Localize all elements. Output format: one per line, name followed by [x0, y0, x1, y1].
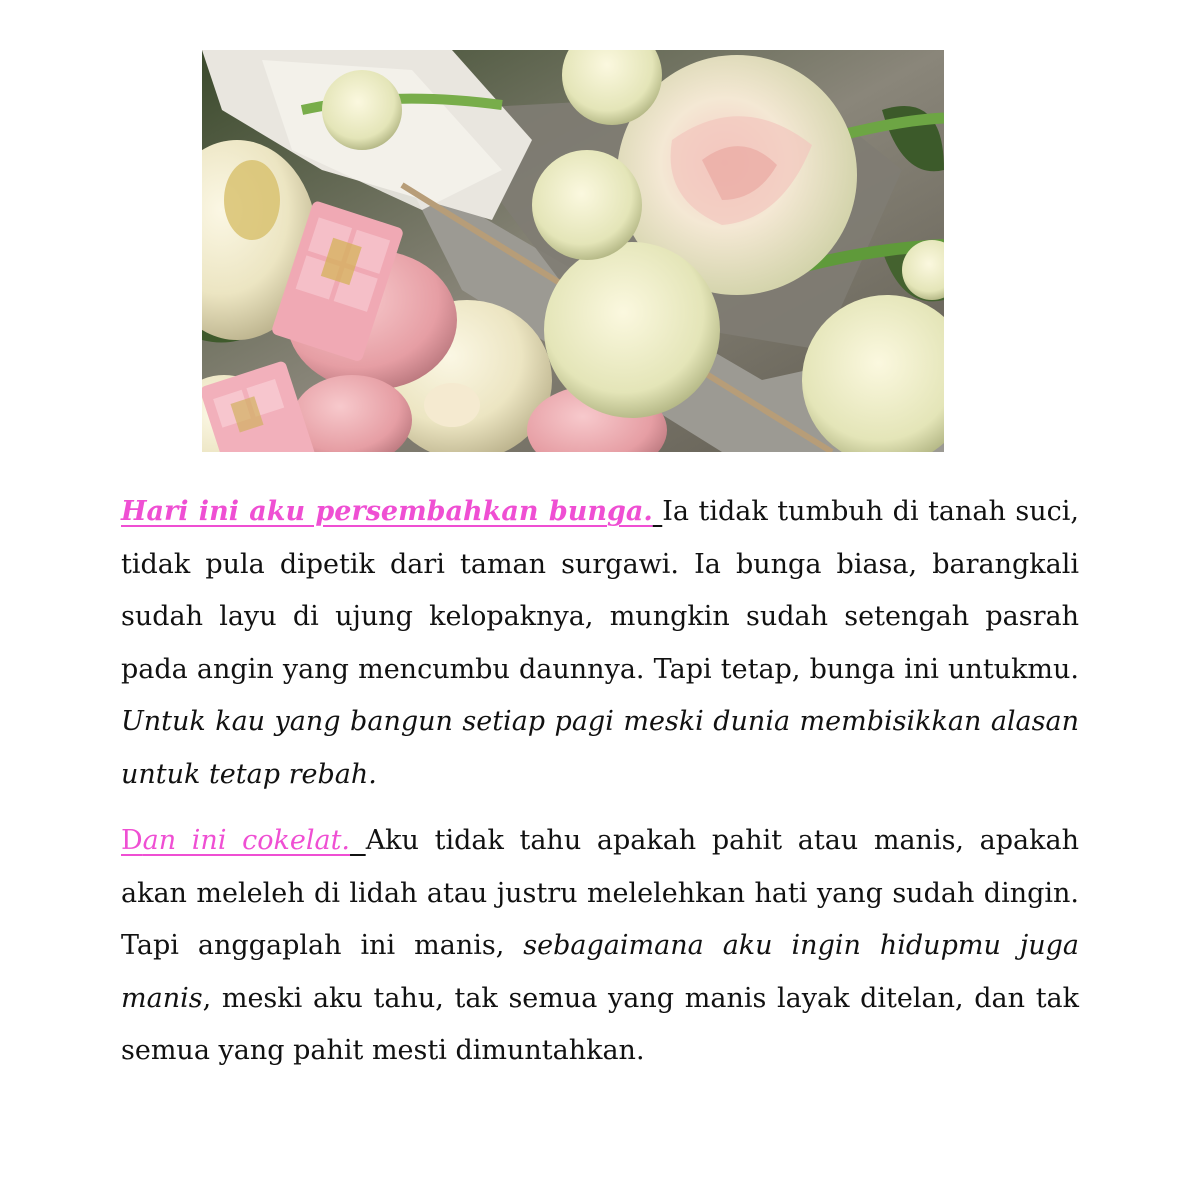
chocolate-lead-link[interactable]: an ini cokelat.	[142, 825, 351, 856]
chocolate-italic-text: sebagaimana aku ingin hidupmu juga manis	[121, 930, 1079, 1014]
flowers-lead-link[interactable]: Hari ini aku persembahkan bunga.	[121, 496, 653, 527]
roses-and-strawberries-photo	[202, 50, 944, 452]
paragraph-flowers	[121, 486, 1079, 801]
paragraph-chocolate	[121, 815, 1079, 1078]
chocolate-body-text: Aku tidak tahu apakah pahit atau manis, apakah akan meleleh di lidah atau justru melelehkan hati yang sudah dingin. Tapi anggaplah ini manis,	[121, 825, 1080, 961]
chocolate-lead-initial[interactable]: D	[121, 825, 143, 856]
article-body	[121, 486, 1079, 1092]
chocolate-closing-text: , meski aku tahu, tak semua yang manis layak ditelan, dan tak semua yang pahit mesti dimuntahkan.	[121, 982, 1079, 1066]
flowers-body-text: Ia tidak tumbuh di tanah suci, tidak pula dipetik dari taman surgawi. Ia bunga biasa, barangkali sudah layu di ujung kelopaknya, mungkin sudah setengah pasrah pada angin yang mencumbu daunnya. Tapi tetap, bunga ini untukmu.	[121, 496, 1079, 685]
flowers-italic-text: Untuk kau yang bangun setiap pagi meski dunia membisikkan alasan untuk tetap rebah.	[121, 706, 1079, 790]
